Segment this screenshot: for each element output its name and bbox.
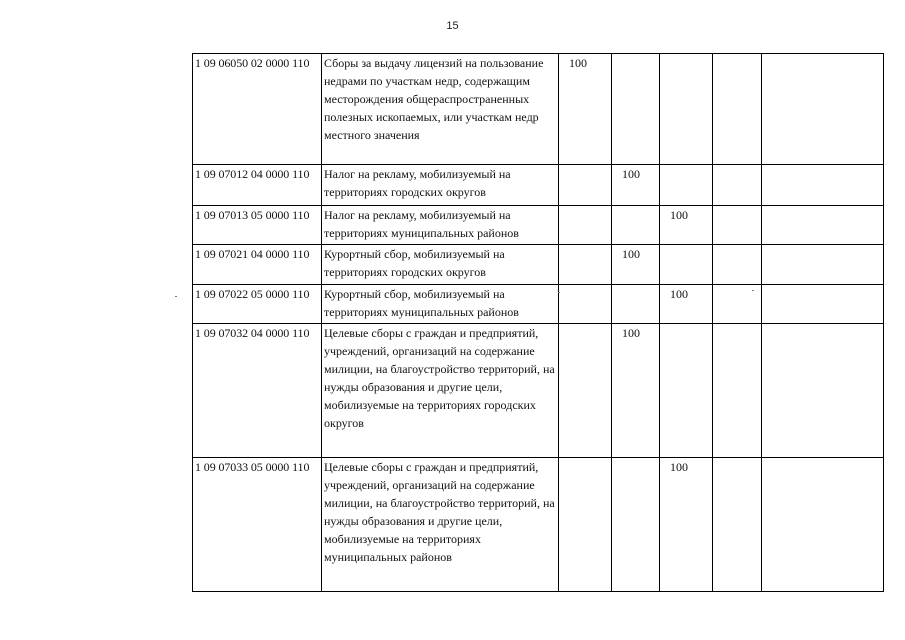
percentage-cell (559, 324, 612, 458)
budget-code-cell: 1 09 07021 04 0000 110 (193, 245, 322, 285)
table-row (193, 285, 884, 324)
percentage-cell (612, 206, 660, 245)
percentage-cell (660, 285, 713, 324)
table-row (193, 165, 884, 206)
percentage-cell (660, 245, 713, 285)
revenue-name-cell: Курортный сбор, мобилизуемый на территориях городских округов (322, 245, 559, 285)
budget-code-cell: 1 09 07033 05 0000 110 (193, 458, 322, 592)
percentage-value: 100 (569, 56, 587, 70)
percentage-cell (612, 54, 660, 165)
percentage-value: 100 (670, 287, 688, 301)
budget-code-cell: 1 09 07013 05 0000 110 (193, 206, 322, 245)
percentage-cell (713, 206, 762, 245)
percentage-cell (660, 54, 713, 165)
revenue-name-cell: Налог на рекламу, мобилизуемый на территориях муниципальных районов (322, 206, 559, 245)
percentage-cell (559, 206, 612, 245)
percentage-cell (660, 458, 713, 592)
percentage-cell (762, 245, 884, 285)
percentage-cell (612, 458, 660, 592)
percentage-cell (713, 458, 762, 592)
percentage-cell (713, 285, 762, 324)
percentage-value: 100 (670, 460, 688, 474)
revenue-name-cell: Курортный сбор, мобилизуемый на территориях муниципальных районов (322, 285, 559, 324)
percentage-cell (713, 54, 762, 165)
revenue-classification-table (192, 53, 884, 592)
percentage-cell (762, 54, 884, 165)
table-row (193, 206, 884, 245)
percentage-value: 100 (622, 247, 640, 261)
table-row (193, 458, 884, 592)
budget-code-cell: 1 09 07012 04 0000 110 (193, 165, 322, 206)
percentage-cell (559, 54, 612, 165)
table-row (193, 324, 884, 458)
budget-code-cell: 1 09 06050 02 0000 110 (193, 54, 322, 165)
percentage-cell (559, 285, 612, 324)
percentage-cell (713, 324, 762, 458)
percentage-value: 100 (622, 167, 640, 181)
scan-speck (175, 296, 177, 297)
percentage-cell (762, 324, 884, 458)
budget-code-cell: 1 09 07032 04 0000 110 (193, 324, 322, 458)
percentage-cell (612, 245, 660, 285)
percentage-cell (762, 206, 884, 245)
revenue-name-cell: Сборы за выдачу лицензий на пользование недрами по участкам недр, содержащим месторождения общераспространенных полезных ископаемых, или участкам недр местного значения (322, 54, 559, 165)
percentage-cell (612, 324, 660, 458)
table-row (193, 245, 884, 285)
scan-speck (558, 292, 560, 293)
percentage-value: 100 (622, 326, 640, 340)
percentage-cell (762, 285, 884, 324)
percentage-cell (713, 245, 762, 285)
revenue-name-cell: Целевые сборы с граждан и предприятий, учреждений, организаций на содержание милиции, на благоустройство территорий, на нужды образования и другие цели, мобилизуемые на территориях муниципальных районов (322, 458, 559, 592)
percentage-value: 100 (670, 208, 688, 222)
percentage-cell (762, 458, 884, 592)
percentage-cell (762, 165, 884, 206)
percentage-cell (660, 206, 713, 245)
percentage-cell (559, 245, 612, 285)
percentage-cell (660, 324, 713, 458)
percentage-cell (713, 165, 762, 206)
percentage-cell (660, 165, 713, 206)
percentage-cell (559, 165, 612, 206)
budget-code-cell: 1 09 07022 05 0000 110 (193, 285, 322, 324)
revenue-name-cell: Налог на рекламу, мобилизуемый на территориях городских округов (322, 165, 559, 206)
page-number: 15 (446, 20, 459, 32)
revenue-name-cell: Целевые сборы с граждан и предприятий, учреждений, организаций на содержание милиции, на благоустройство территорий, на нужды образования и другие цели, мобилизуемые на территориях городских округов (322, 324, 559, 458)
table-row (193, 54, 884, 165)
percentage-cell (612, 285, 660, 324)
percentage-cell (612, 165, 660, 206)
scan-speck (752, 290, 754, 291)
percentage-cell (559, 458, 612, 592)
